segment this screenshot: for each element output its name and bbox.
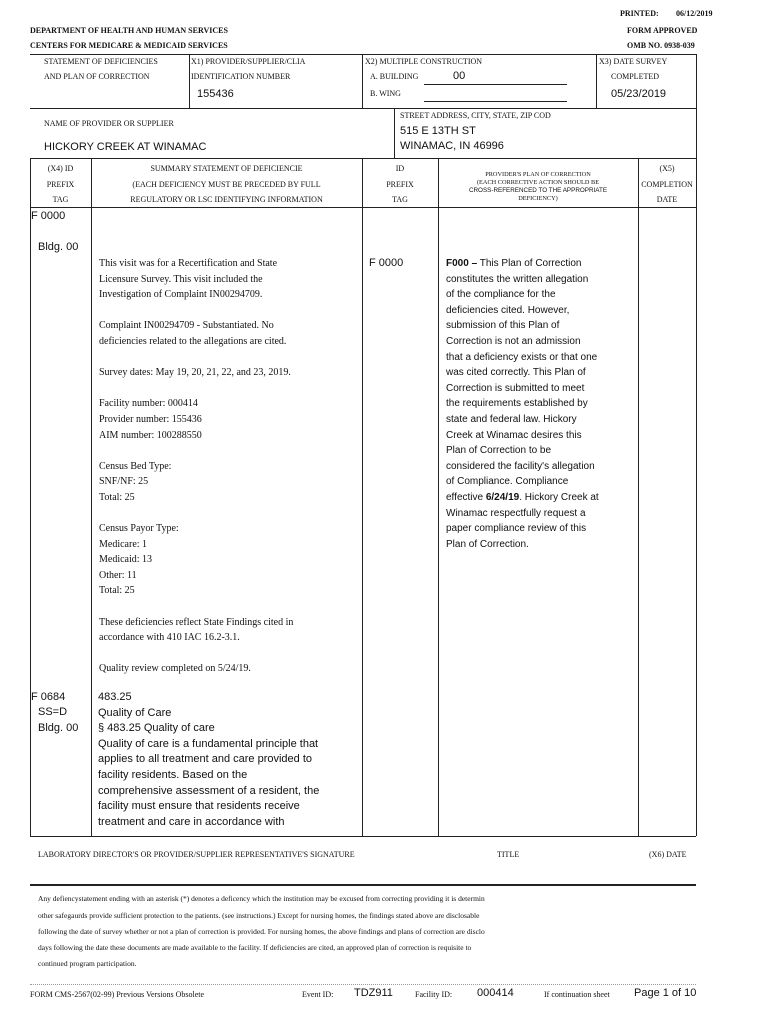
poc-text-b: . Hickory Creek at Winamac respectfully request a paper compliance review of this Plan of Correction. (446, 491, 599, 550)
address-line-1: 515 E 13TH ST (400, 125, 476, 137)
x1-label-1: X1) PROVIDER/SUPPLIER/CLIA (191, 57, 306, 66)
facility-id-label: Facility ID: (415, 990, 453, 999)
id-header-2: PREFIX (386, 180, 414, 189)
date-label: (X6) DATE (649, 850, 687, 859)
disclaimer-line-4: days following the date these documents are made available to the facility. If deficiencies are cited, an approved plan of correction is requisite to (38, 943, 472, 952)
survey-completed-date: 05/23/2019 (611, 88, 667, 100)
printed-date: 06/12/2019 (676, 9, 713, 18)
statement-label-1: STATEMENT OF DEFICIENCIES (44, 57, 158, 66)
disclaimer-line-3: following the date of survey whether or not a plan of correction is provided. For nursing homes, the above findings and plans of correction are disclo (38, 927, 485, 936)
x5-header-2: COMPLETION (641, 180, 693, 189)
id-header-1: ID (395, 164, 405, 173)
x4-header-1: (X4) ID (47, 164, 74, 173)
provider-id-value: 155436 (197, 88, 234, 100)
building-label: A. BUILDING (370, 72, 419, 81)
event-id-value: TDZ911 (354, 987, 393, 999)
poc-header-1: PROVIDER'S PLAN OF CORRECTION (485, 171, 591, 178)
poc-header-4: DEFICIENCY) (518, 195, 558, 202)
poc-header-2: (EACH CORRECTIVE ACTION SHOULD BE (476, 179, 600, 186)
summary-header-2: (EACH DEFICIENCY MUST BE PRECEDED BY FULL (132, 180, 321, 189)
x4-header-3: TAG (52, 195, 69, 204)
poc-bold-date: 6/24/19 (485, 491, 520, 503)
omb-number: OMB NO. 0938-039 (627, 41, 695, 50)
summary-statement-quality-of-care: 483.25 Quality of Care § 483.25 Quality of care Quality of care is a fundamental principle that applies to all treatment and care provided to facility residents. Based on the comprehensive assessment of a resident, the facility must ensure that residents receive treatment and care in accordance with (98, 691, 320, 828)
disclaimer-line-1: Any defiencystatement ending with an asterisk (*) denotes a deficency which the institution may be excused from correcting providing it is determin (38, 894, 485, 903)
poc-header-3: CROSS-REFERENCED TO THE APPROPRIATE (468, 187, 608, 194)
id-tag-f0000: F 0000 (369, 257, 404, 269)
poc-text-a: This Plan of Correction constitutes the written allegation of the compliance for the deficiencies cited. However, submission of this Plan of Correction is not an admission that a deficiency exists or that one was cited correctly. This Plan of Correction is submitted to meet the requirements established by state and federal law. Hickory Creek at Winamac desires this Plan of Correction to be considered the facility's allegation of Compliance. Compliance effective (446, 258, 598, 503)
disclaimer-line-2: other safegaurds provide sufficient protection to the patients. (see instructions.) Except for nursing homes, the findings stated above are disclosable (38, 911, 480, 920)
signature-label: LABORATORY DIRECTOR'S OR PROVIDER/SUPPLIER REPRESENTATIVE'S SIGNATURE (38, 850, 355, 859)
x3-label-1: X3) DATE SURVEY (599, 57, 668, 66)
continuation-label: If continuation sheet (544, 990, 610, 999)
summary-header-3: REGULATORY OR LSC IDENTIFYING INFORMATION (130, 195, 323, 204)
facility-id-value: 000414 (477, 987, 514, 999)
id-header-3: TAG (392, 195, 408, 204)
department-name: DEPARTMENT OF HEALTH AND HUMAN SERVICES (30, 26, 228, 35)
provider-name-label: NAME OF PROVIDER OR SUPPLIER (44, 119, 174, 128)
provider-name-value: HICKORY CREEK AT WINAMAC (44, 141, 207, 153)
bldg-label: Bldg. 00 (38, 241, 79, 253)
tag-bldg-f0684: Bldg. 00 (38, 722, 79, 734)
event-id-label: Event ID: (302, 990, 334, 999)
building-value: 00 (453, 70, 466, 82)
form-number: FORM CMS-2567(02-99) Previous Versions Obsolete (30, 990, 205, 999)
address-label: STREET ADDRESS, CITY, STATE, ZIP COD (400, 111, 551, 120)
statement-label-2: AND PLAN OF CORRECTION (44, 72, 150, 81)
x2-label: X2) MULTIPLE CONSTRUCTION (365, 57, 483, 66)
x4-header-2: PREFIX (46, 180, 75, 189)
tag-f0684: F 0684 (31, 691, 66, 703)
summary-statement-survey: This visit was for a Recertification and State Licensure Survey. This visit included the Investigation of Complaint IN00294709. Complaint IN00294709 - Substantiated. No deficiencies related to the allegations are cited. Survey dates: May 19, 20, 21, 22, and 23, 2019. Facility number: 000414 Provider number: 155436 AIM number: 100288550 Census Bed Type: SNF/NF: 25 Total: 25 Census Payor Type: Medicare: 1 Medicaid: 13 Other: 11 Total: 25 These deficiencies reflect State Findings cited in accordance with 410 IAC 16.2-3.1. Quality review completed on 5/24/19. (99, 258, 294, 675)
cms-name: CENTERS FOR MEDICARE & MEDICAID SERVICES (30, 41, 228, 50)
wing-label: B. WING (370, 89, 401, 98)
x5-header-1: (X5) (659, 164, 675, 173)
tag-f0000: F 0000 (31, 210, 66, 222)
plan-of-correction-text (446, 256, 636, 552)
tag-ssd: SS=D (38, 706, 68, 718)
disclaimer-line-5: continued program participation. (38, 959, 137, 968)
poc-bold-prefix: F000 – (446, 258, 478, 269)
title-label: TITLE (497, 850, 520, 859)
x5-header-3: DATE (656, 195, 678, 204)
summary-header-1: SUMMARY STATEMENT OF DEFICIENCIE (150, 164, 303, 173)
address-line-2: WINAMAC, IN 46996 (400, 140, 504, 152)
form-approved: FORM APPROVED (627, 26, 698, 35)
x3-label-2: COMPLETED (611, 72, 659, 81)
page-number: Page 1 of 10 (634, 987, 697, 999)
printed-label: PRINTED: (620, 9, 659, 18)
x1-label-2: IDENTIFICATION NUMBER (191, 72, 291, 81)
